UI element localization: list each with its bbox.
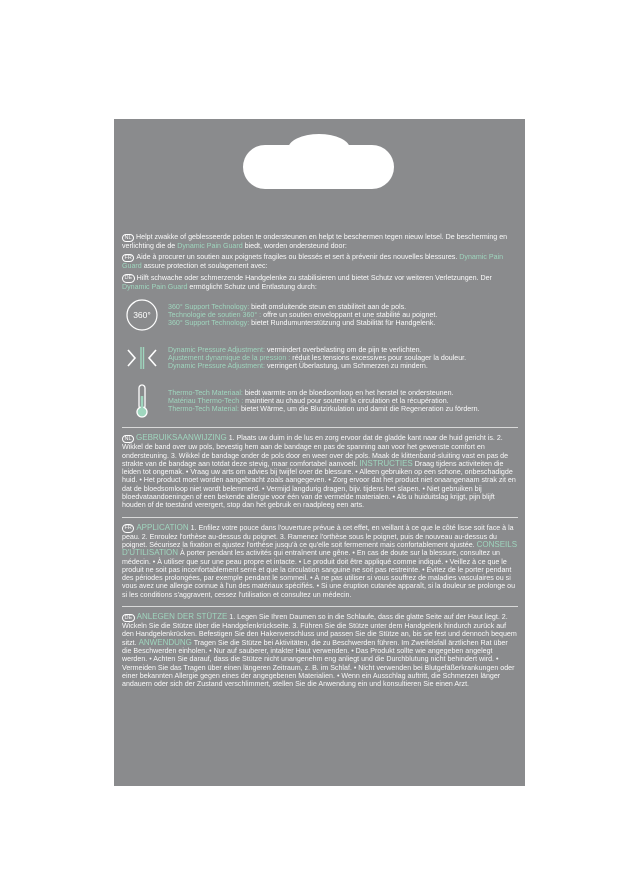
package-text — [122, 233, 518, 694]
feature-thermo-tech — [122, 382, 518, 420]
section-divider — [122, 606, 518, 607]
lang-badge-fr: FR — [122, 524, 134, 533]
brand-name: Dynamic Pain Guard — [122, 253, 504, 271]
feature-pressure-adjustment — [122, 339, 518, 377]
intro-nl: NL Helpt zwakke of geblesseerde polsen te ondersteunen en helpt te beschermen tegen nieuw letsel. De bescherming en verlichting die de Dynamic Pain Guard biedt, worden ondersteund door: — [122, 233, 508, 250]
section-heading: CONSEILS D'UTILISATION — [122, 539, 518, 558]
hang-slot — [243, 145, 394, 189]
instructions-fr: FR APPLICATION 1. Enfilez votre pouce dans l'ouverture prévue à cet effet, en veillant à ce que le côté lisse soit face à la peau. 2. Enroulez l'orthèse au-dessus du poignet. 3. Ramenez l'orthèse sous le poignet, puis de nouveau au-dessus du poignet. Sécurisez la fixation et ajustez l'orthèse jusqu'à ce qu'elle soit fermement mais confortablement ajustée. CONSEILS D'UTILISATION À porter pendant les activités qui entraînent une gêne. • En cas de doute sur la blessure, consultez un médecin. • À utiliser que sur une peau propre et intacte. • Le produit doit être appliqué comme indiqué. • Veillez à ce que le produit ne soit pas inconfortablement serré et que la circulation sanguine ne soit pas restreinte. • Évitez de le porter pendant des périodes prolongées, par exemple pendant le sommeil. • À ne pas utiliser si vous souffrez de maladies vasculaires ou si vous avez une allergie connue à l'un des matériaux spécifiés. • Si une éruption cutanée apparaît, si la douleur se prolonge ou si les conditions s'aggravent, cessez l'utilisation et consultez un médecin. — [122, 522, 518, 599]
360-icon — [122, 296, 162, 334]
section-heading: GEBRUIKSAANWIJZING — [136, 433, 227, 443]
lang-badge-fr: FR — [122, 254, 134, 263]
brand-name: Dynamic Pain Guard — [122, 282, 188, 291]
feature-text: Thermo-Tech Materiaal: biedt warmte om de bloedsomloop en het herstel te ondersteunen. Matériau Thermo-Tech : maintient au chaud pour soutenir la circulation et la récupération. Thermo-Tech Material: bietet Wärme, um die Blutzirkulation und damit die Regeneration zu fördern. — [168, 388, 480, 414]
lang-badge-de: DE — [122, 274, 135, 283]
lang-badge-nl: NL — [122, 435, 134, 444]
section-heading: ANLEGEN DER STÜTZE — [136, 612, 228, 622]
feature-text: Dynamic Pressure Adjustment: vermindert overbelasting om de pijn te verlichten. Ajustement dynamique de la pression : réduit les tensions excessives pour soulager la douleur. Dynamic Pressure Adjustment: verringert Überlastung, um Schmerzen zu mindern. — [168, 345, 467, 371]
intro-de: DE Hilft schwache oder schmerzende Handgelenke zu stabilisieren und bietet Schutz vor weiteren Verletzungen. Der Dynamic Pain Guard ermöglicht Schutz und Entlastung durch: — [122, 273, 492, 291]
lang-badge-de: DE — [122, 614, 135, 623]
instructions-de: DE ANLEGEN DER STÜTZE 1. Legen Sie Ihren Daumen so in die Schlaufe, dass die glatte Seite auf der Haut liegt. 2. Wickeln Sie die Stütze über die Handgelenkrückseite. 3. Führen Sie die Stütze unter dem Handgelenk hindurch zurück auf den Handgelenkrücken. Befestigen Sie den Hakenverschluss und passen Sie die Stütze an, bis sie fest und dennoch bequem sitzt. ANWENDUNG Tragen Sie die Stütze bei Aktivitäten, die zu Beschwerden führen. Im Zweifelsfall ärztlichen Rat über die Beschwerden einholen. • Nur auf sauberer, intakter Haut verwenden. • Das Produkt sollte wie angegeben angelegt werden. • Achten Sie darauf, dass die Stütze nicht unangenehm eng anliegt und die Durchblutung nicht behindert wird. • Vermeiden Sie das Tragen über einen längeren Zeitraum, z. B. im Schlaf. • Nicht verwenden bei Blutgefäßerkrankungen oder einer bekannten Allergie gegen eines der angegebenen Materialien. • Wenn ein Ausschlag auftritt, die Schmerzen länger andauern oder sich der Zustand verschlimmert, stellen Sie die Anwendung ein und konsultieren Sie einen Arzt. — [122, 612, 517, 689]
360-icon-label: 360° — [133, 310, 151, 321]
brand-name: Dynamic Pain Guard — [177, 242, 243, 250]
section-heading: INSTRUCTIES — [359, 458, 413, 468]
section-divider — [122, 517, 518, 518]
intro-fr: FR Aide à procurer un soutien aux poignets fragiles ou blessés et sert à prévenir des nouvelles blessures. Dynamic Pain Guard assure protection et soulagement avec: — [122, 253, 504, 271]
thermometer-icon — [122, 382, 162, 420]
lang-badge-nl: NL — [122, 234, 134, 243]
feature-360-support — [122, 296, 518, 334]
section-heading: APPLICATION — [136, 522, 189, 532]
feature-text: 360° Support Technology: biedt omsluitende steun en stabiliteit aan de pols. Technologie de soutien 360° : offre un soutien enveloppant et une stabilité au poignet. 360° Support Technology: bietet Rundumunterstützung und Stabilität für Handgelenk. — [168, 302, 438, 328]
section-heading: ANWENDUNG — [138, 637, 192, 647]
pressure-arrows-icon — [122, 339, 162, 377]
section-divider — [122, 427, 518, 428]
instructions-nl: NL GEBRUIKSAANWIJZING 1. Plaats uw duim in de lus en zorg ervoor dat de gladde kant naar de huid gericht is. 2. Wikkel de band over uw pols, bevestig hem aan de bandage en pas de spanning aan voor het gewenste comfort en ondersteuning. 3. Wikkel de bandage onder de pols door en weer over de pols. Maak de klittenband-sluiting vast en pas de strakte van de bandage aan totdat deze stevig, maar comfortabel aanvoelt. INSTRUCTIES Draag tijdens activiteiten die leiden tot ongemak. • Vraag uw arts om advies bij twijfel over de blessure. • Alleen gebruiken op een schone, onbeschadigde huid. • Het product moet worden aangebracht zoals aangegeven. • Zorg ervoor dat het product niet onaangenaam strak zit en dat de bloedsomloop niet wordt belemmerd. • Vermijd langdurig dragen, bijv. tijdens het slapen. • Niet gebruiken bij bloedvataandoeningen of een bekende allergie voor één van de vermelde materialen. • Als u huiduitslag krijgt, pijn blijft houden of de toestand verergert, stop dan het gebruik en raadpleeg een arts. — [122, 433, 516, 510]
